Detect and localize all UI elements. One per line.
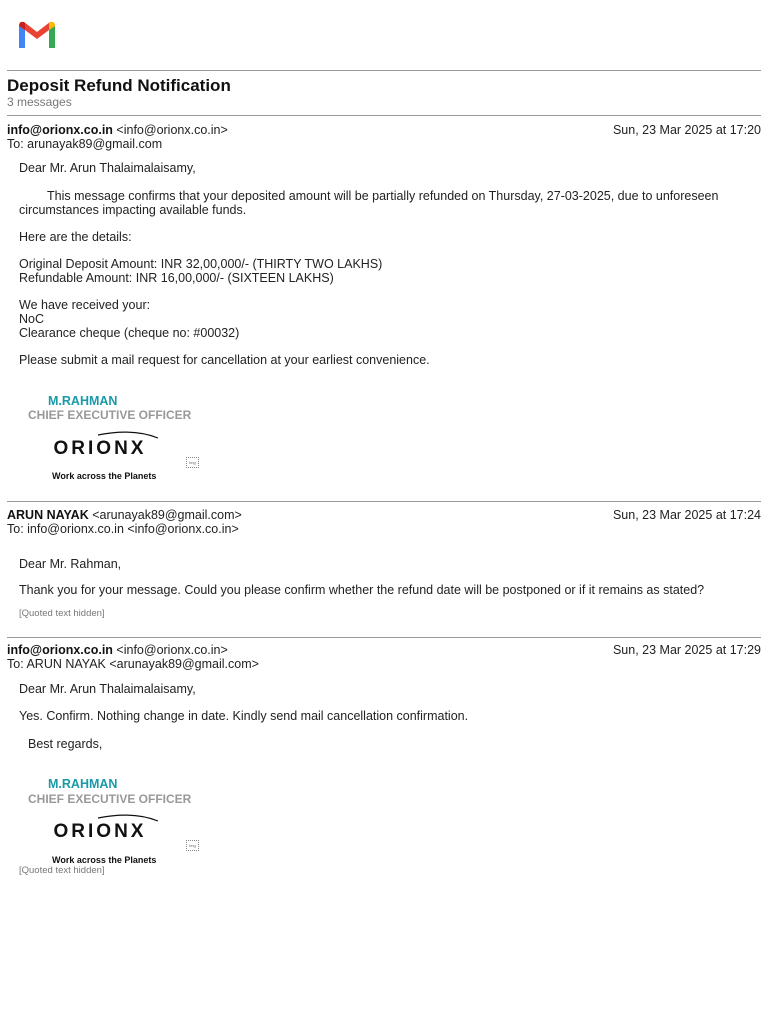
sender-name[interactable]: info@orionx.co.in xyxy=(7,123,113,137)
message-header xyxy=(7,508,761,536)
thread-subject: Deposit Refund Notification xyxy=(7,76,231,95)
sender-email[interactable]: <info@orionx.co.in> xyxy=(116,643,228,657)
message-header xyxy=(7,123,761,151)
quoted-text-toggle[interactable]: [Quoted text hidden] xyxy=(19,865,105,876)
message-date: Sun, 23 Mar 2025 at 17:20 xyxy=(612,123,761,137)
body-text: This message confirms that your deposited amount will be partially refunded on Thursday, 27-03-2025, due to unforeseen xyxy=(47,189,719,203)
divider xyxy=(7,501,761,502)
body-text: Thank you for your message. Could you please confirm whether the refund date will be postponed or if it remains as stated? xyxy=(19,583,705,597)
body-text: circumstances impacting available funds. xyxy=(19,203,247,217)
svg-text:ORIONX: ORIONX xyxy=(53,438,147,459)
sender-email[interactable]: <arunayak89@gmail.com> xyxy=(92,508,242,522)
sender-name[interactable]: info@orionx.co.in xyxy=(7,643,113,657)
original-amount: Original Deposit Amount: INR 32,00,000/- (THIRTY TWO LAKHS) xyxy=(19,257,383,271)
received-item: Clearance cheque (cheque no: #00032) xyxy=(19,326,240,340)
received-item: NoC xyxy=(19,312,45,326)
orionx-logo xyxy=(38,430,162,460)
closing: Best regards, xyxy=(28,737,103,751)
divider xyxy=(7,637,761,638)
greeting: Dear Mr. Rahman, xyxy=(19,557,122,571)
recipient: To: info@orionx.co.in <info@orionx.co.in> xyxy=(7,522,239,536)
sender-email[interactable]: <info@orionx.co.in> xyxy=(116,123,228,137)
signature-name: M.RAHMAN xyxy=(48,777,118,791)
details-heading: Here are the details: xyxy=(19,230,132,244)
request-text: Please submit a mail request for cancellation at your earliest convenience. xyxy=(19,353,430,367)
signature-tagline: Work across the Planets xyxy=(52,855,157,865)
quoted-text-toggle[interactable]: [Quoted text hidden] xyxy=(19,608,105,619)
broken-image-icon: img xyxy=(186,457,199,468)
signature-role: CHIEF EXECUTIVE OFFICER xyxy=(28,408,192,422)
greeting: Dear Mr. Arun Thalaimalaisamy, xyxy=(19,161,196,175)
gmail-logo-icon xyxy=(16,18,58,50)
divider xyxy=(7,115,761,116)
message-header xyxy=(7,643,761,671)
signature-name: M.RAHMAN xyxy=(48,394,118,408)
divider xyxy=(7,70,761,71)
recipient: To: ARUN NAYAK <arunayak89@gmail.com> xyxy=(7,657,259,671)
signature-tagline: Work across the Planets xyxy=(52,471,157,481)
received-heading: We have received your: xyxy=(19,298,151,312)
message-date: Sun, 23 Mar 2025 at 17:29 xyxy=(612,643,761,657)
broken-image-icon: img xyxy=(186,840,199,851)
body-text: Yes. Confirm. Nothing change in date. Kindly send mail cancellation confirmation. xyxy=(19,709,469,723)
greeting: Dear Mr. Arun Thalaimalaisamy, xyxy=(19,682,196,696)
message-count: 3 messages xyxy=(7,95,72,109)
recipient: To: arunayak89@gmail.com xyxy=(7,137,163,151)
sender-name[interactable]: ARUN NAYAK xyxy=(7,508,89,522)
orionx-logo xyxy=(38,813,162,843)
refundable-amount: Refundable Amount: INR 16,00,000/- (SIXTEEN LAKHS) xyxy=(19,271,334,285)
message-date: Sun, 23 Mar 2025 at 17:24 xyxy=(612,508,761,522)
svg-text:ORIONX: ORIONX xyxy=(53,821,147,842)
signature-role: CHIEF EXECUTIVE OFFICER xyxy=(28,792,192,806)
